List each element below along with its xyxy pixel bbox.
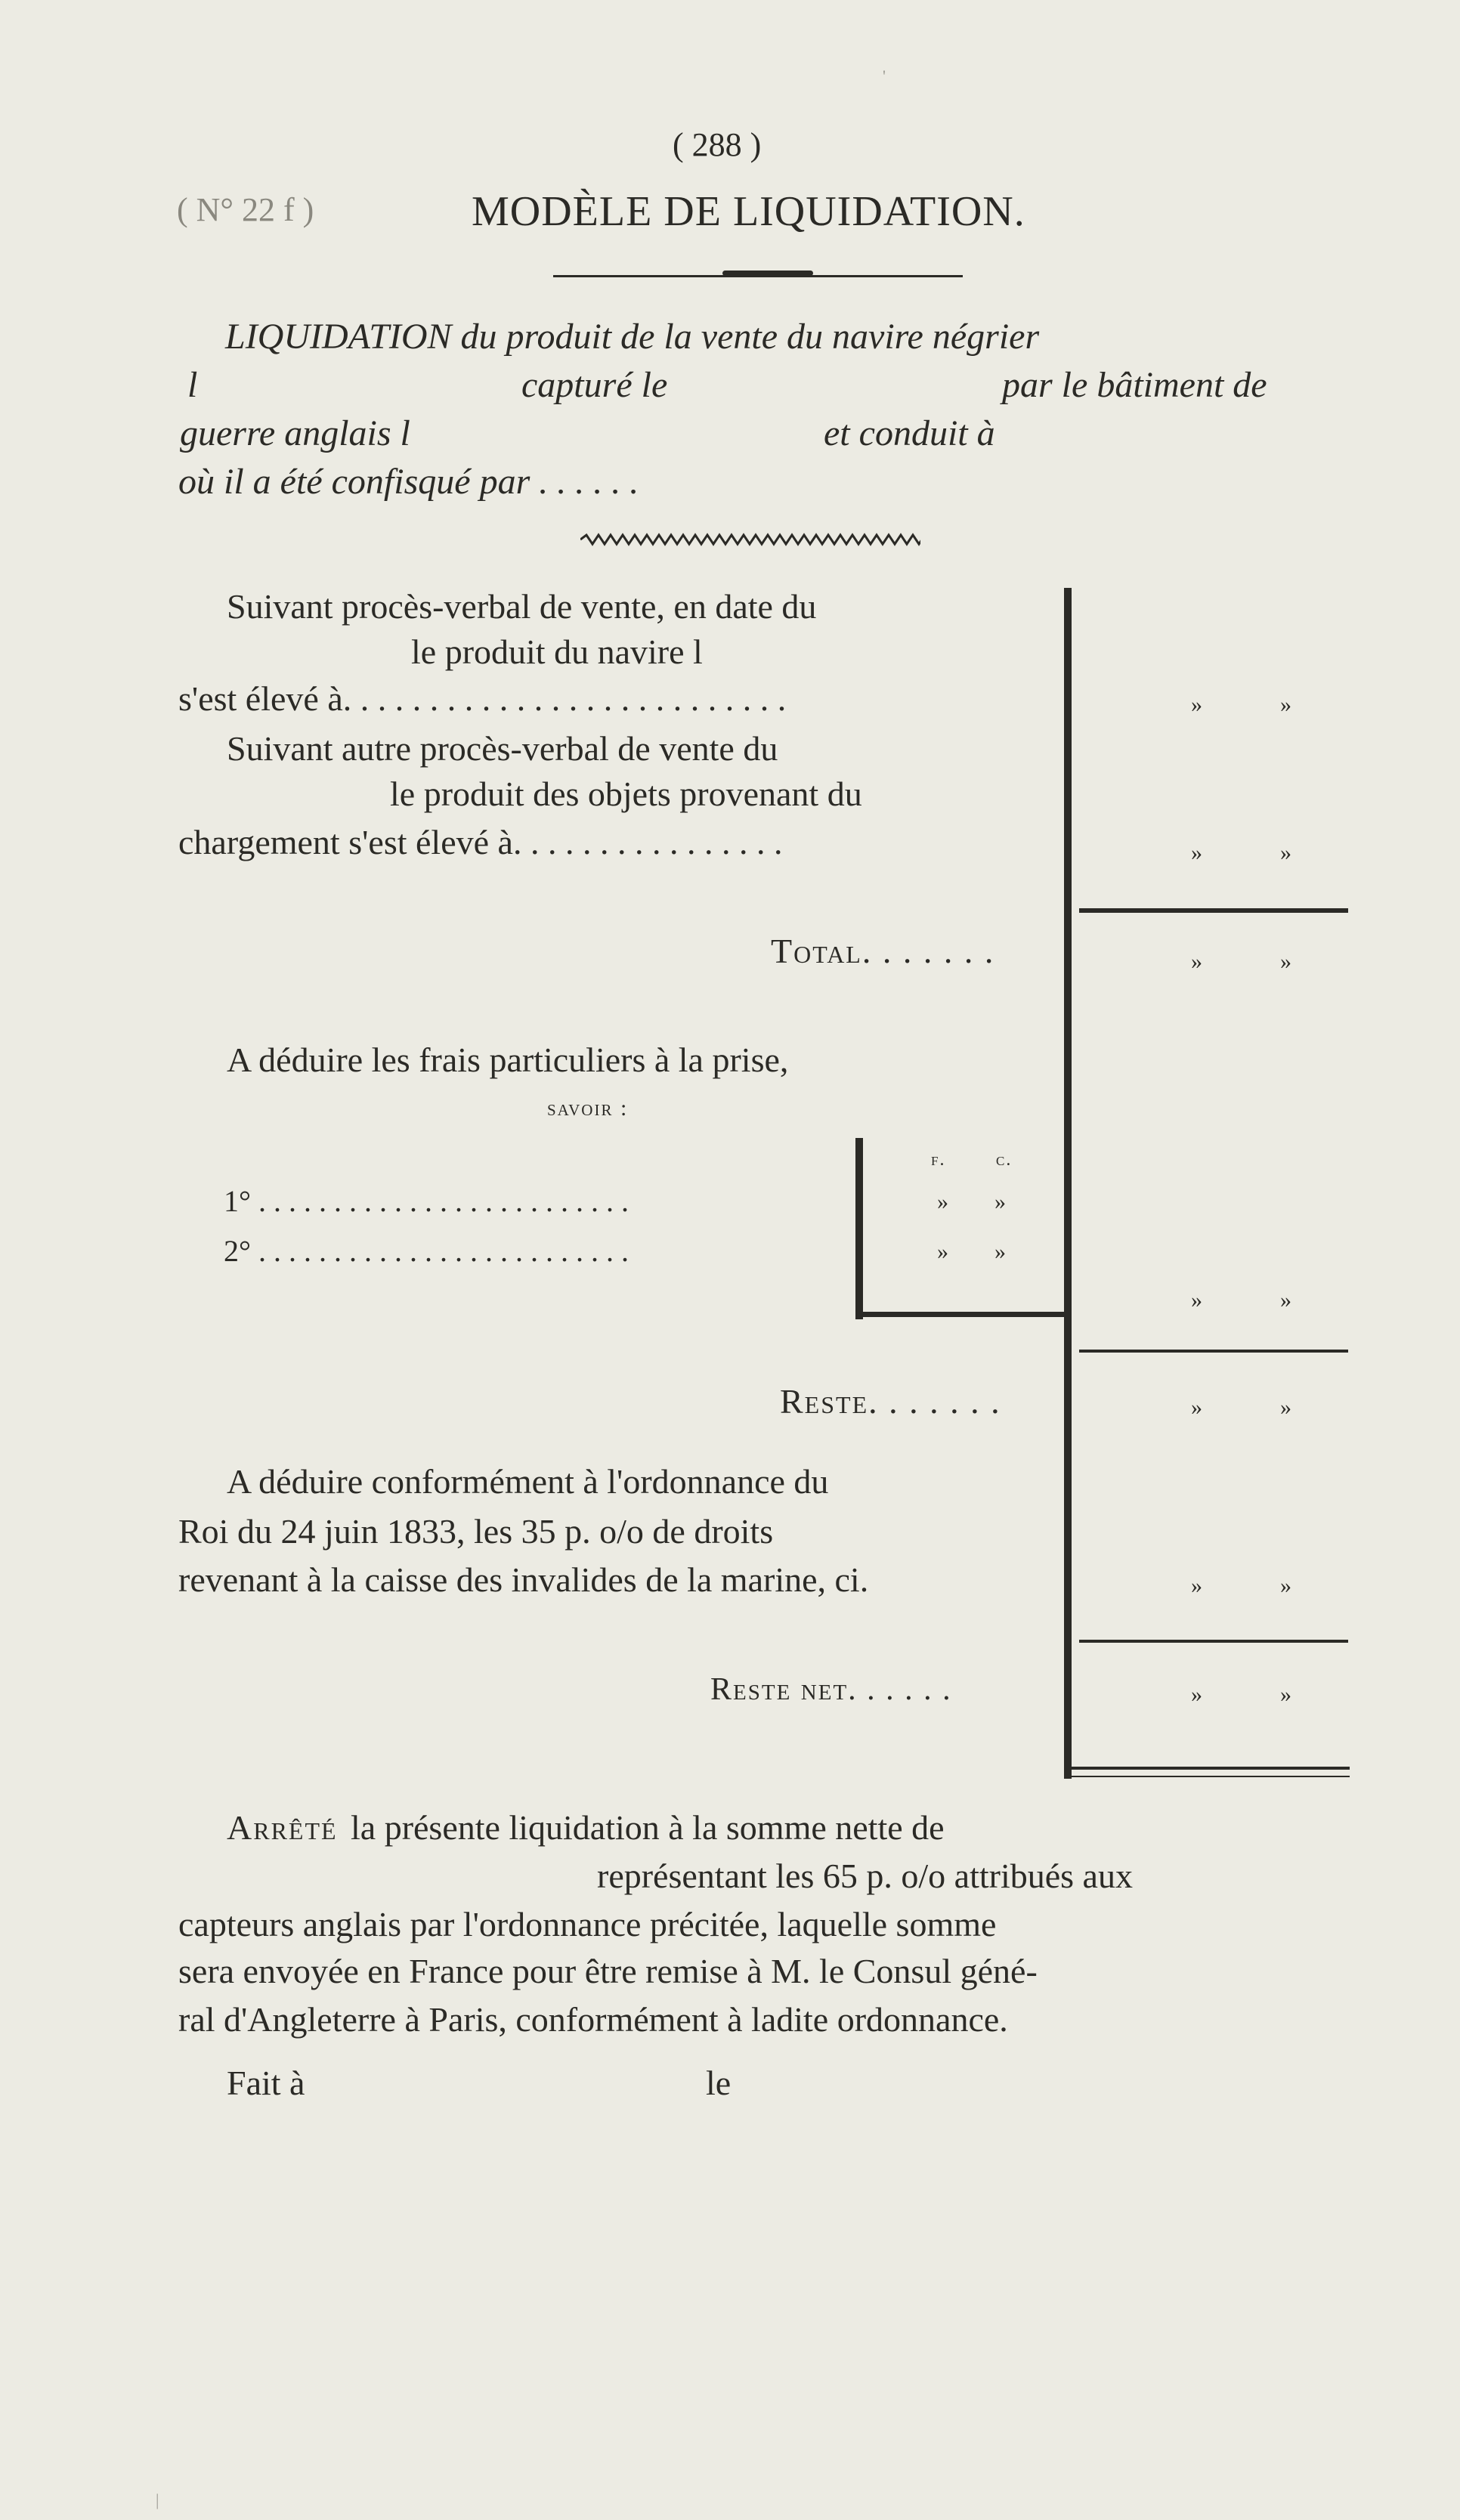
heading-line-3a: guerre anglais l — [180, 413, 410, 453]
ditto-mark: » — [1191, 949, 1202, 974]
ditto-mark: » — [994, 1239, 1006, 1264]
closing-line-2: représentant les 65 p. o/o attribués aux — [597, 1857, 1133, 1895]
total-rule — [1079, 908, 1348, 913]
inner-vertical-rule — [855, 1138, 863, 1319]
franc-column-header: f. — [931, 1150, 946, 1170]
ditto-mark: » — [1280, 692, 1291, 717]
title-rule-ornament — [722, 271, 813, 276]
ditto-mark: » — [1191, 692, 1202, 717]
ditto-mark: » — [937, 1239, 948, 1264]
arrete-word: Arrêté — [227, 1808, 338, 1847]
heading-line-1: LIQUIDATION du produit de la vente du navire négrier — [225, 317, 1040, 357]
body-line-2: le produit du navire l — [411, 632, 703, 671]
ditto-mark: » — [994, 1189, 1006, 1214]
closing-line-5: ral d'Angleterre à Paris, conformément à ladite ordonnance. — [178, 2000, 1008, 2039]
centime-column-header: c. — [996, 1150, 1013, 1170]
body-line-7: A déduire les frais particuliers à la prise, — [227, 1040, 789, 1079]
ditto-mark: » — [1191, 1682, 1202, 1707]
ditto-mark: » — [1280, 1682, 1291, 1707]
ditto-mark: » — [1191, 1573, 1202, 1598]
date-le-label: le — [706, 2064, 732, 2102]
ditto-mark: » — [1280, 1395, 1291, 1420]
ditto-mark: » — [1280, 1288, 1291, 1313]
form-number: ( N° 22 f ) — [177, 191, 314, 228]
ditto-mark: » — [1191, 1288, 1202, 1313]
closing-line-1-rest: la présente liquidation à la somme nette de — [351, 1808, 945, 1847]
reste-net-rule — [1079, 1640, 1348, 1643]
ditto-mark: » — [1280, 949, 1291, 974]
reste-rule — [1079, 1350, 1348, 1353]
closing-line-3: capteurs anglais par l'ordonnance précitée, laquelle somme — [178, 1905, 997, 1943]
reste-label: Reste. . . . . . . — [780, 1382, 1001, 1421]
heading-line-2a: l — [187, 365, 198, 405]
body-line-8: A déduire conformément à l'ordonnance du — [227, 1462, 829, 1501]
body-line-6: chargement s'est élevé à. . . . . . . . . . . . . . . . — [178, 823, 783, 861]
ditto-mark: » — [1280, 840, 1291, 865]
ditto-mark: » — [1191, 1395, 1202, 1420]
body-line-5: le produit des objets provenant du — [390, 775, 862, 813]
body-line-9: Roi du 24 juin 1833, les 35 p. o/o de droits — [178, 1512, 774, 1551]
scan-speck: | — [156, 2491, 159, 2509]
heading-line-2b: capturé le — [521, 365, 668, 405]
ditto-mark: » — [1280, 1573, 1291, 1598]
deduction-item-2: 2° . . . . . . . . . . . . . . . . . . . . . . . . . — [224, 1234, 629, 1268]
ditto-mark: » — [1191, 840, 1202, 865]
body-line-4: Suivant autre procès-verbal de vente du — [227, 729, 778, 768]
closing-line-1 — [227, 1807, 338, 1847]
page-title: MODÈLE DE LIQUIDATION. — [472, 188, 1025, 235]
inner-bottom-rule — [855, 1312, 1064, 1317]
heading-line-2c: par le bâtiment de — [1002, 365, 1267, 405]
total-label: Total. . . . . . . — [771, 932, 995, 970]
deduction-item-1: 1° . . . . . . . . . . . . . . . . . . . . . . . . . — [224, 1184, 629, 1218]
heading-line-3b: et conduit à — [824, 413, 995, 453]
closing-line-4: sera envoyée en France pour être remise à M. le Consul géné- — [178, 1952, 1038, 1990]
reste-net-label: Reste net. . . . . . — [710, 1672, 952, 1707]
main-vertical-rule — [1064, 588, 1072, 1779]
ditto-mark: » — [937, 1189, 948, 1214]
savoir-label: savoir : — [547, 1096, 629, 1121]
ornament-divider — [580, 532, 920, 547]
bottom-rule-thin — [1064, 1776, 1350, 1777]
body-line-3: s'est élevé à. . . . . . . . . . . . . . . . . . . . . . . . . . — [178, 679, 787, 718]
body-line-1: Suivant procès-verbal de vente, en date du — [227, 587, 817, 626]
scan-speck: ' — [883, 66, 886, 85]
body-line-10: revenant à la caisse des invalides de la marine, ci. — [178, 1560, 869, 1599]
page-number: ( 288 ) — [673, 126, 762, 163]
bottom-rule — [1064, 1767, 1350, 1770]
heading-line-4: où il a été confisqué par . . . . . . — [178, 462, 639, 502]
fait-a-label: Fait à — [227, 2064, 305, 2102]
